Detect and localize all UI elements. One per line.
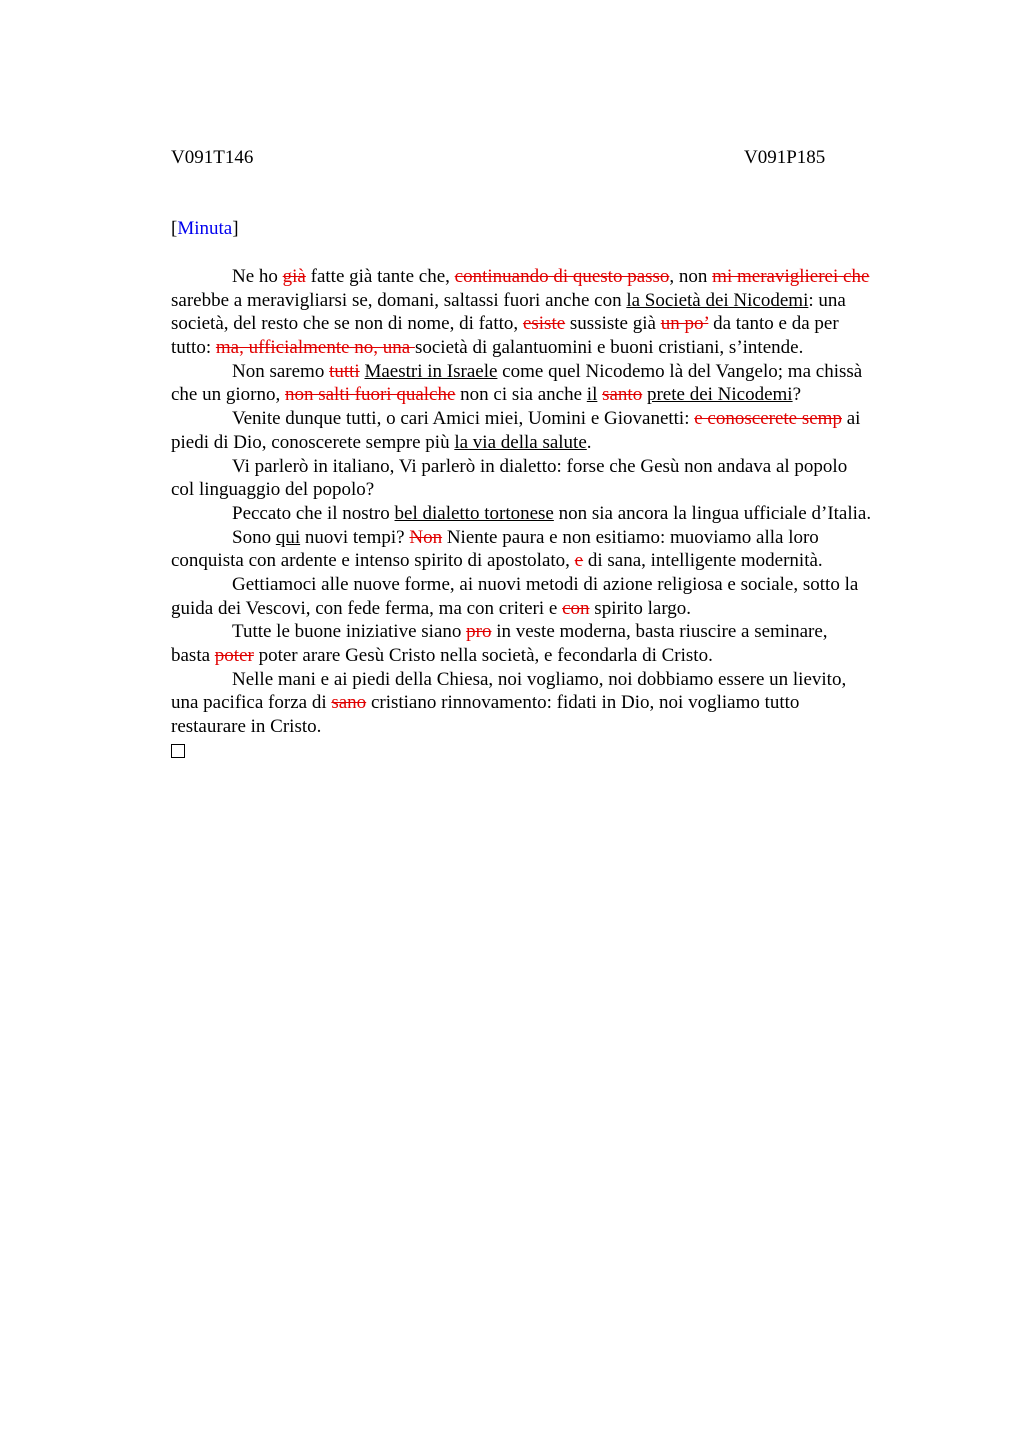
- underlined-text: qui: [275, 526, 301, 548]
- text-line: [171, 383, 941, 407]
- deleted-text: ma, ufficialmente no, una: [215, 337, 415, 359]
- text-segment: tutto:: [171, 337, 216, 359]
- deleted-text: tutti: [329, 360, 360, 382]
- text-segment: fatte già tante che,: [305, 266, 455, 287]
- text-segment: società, del resto che se non di nome, di fatto,: [171, 313, 523, 335]
- text-segment: sussiste già: [565, 313, 661, 335]
- text-line: [171, 573, 941, 597]
- text-segment: col linguaggio del popolo?: [171, 479, 375, 501]
- text-segment: Vi parlerò in italiano, Vi parlerò in dialetto: forse che Gesù non andava al popolo: [232, 455, 848, 477]
- document-code-left: V091T146: [171, 147, 254, 168]
- text-segment: basta: [171, 645, 215, 666]
- underlined-text: la Società dei Nicodemi: [626, 289, 809, 311]
- text-segment: come quel Nicodemo là del Vangelo; ma chissà: [497, 360, 863, 382]
- deleted-text: esiste: [522, 313, 566, 335]
- text-segment: sarebbe a meravigliarsi se, domani, saltassi fuori anche con: [171, 289, 627, 311]
- text-segment: restaurare in Cristo.: [171, 716, 322, 738]
- text-segment: ?: [792, 384, 802, 406]
- tag-close-bracket: ]: [232, 218, 239, 239]
- text-line: [171, 455, 941, 479]
- text-segment: Venite dunque tutti, o cari Amici miei, Uomini e Giovanetti:: [232, 408, 695, 430]
- deleted-text: già: [282, 266, 306, 287]
- text-segment: cristiano rinnovamento: fidati in Dio, noi vogliamo tutto: [366, 692, 800, 714]
- underlined-text: prete dei Nicodemi: [646, 384, 793, 406]
- text-segment: piedi di Dio, conoscerete sempre più: [171, 431, 455, 453]
- text-line: [171, 265, 941, 289]
- text-segment: Niente paura e non esitiamo: muoviamo alla loro: [442, 526, 819, 548]
- text-segment: Non saremo: [232, 360, 330, 382]
- text-segment: in veste moderna, basta riuscire a seminare,: [491, 621, 828, 643]
- text-segment: poter arare Gesù Cristo nella società, e fecondarla di Cristo.: [253, 645, 713, 666]
- deleted-text: e: [574, 550, 584, 572]
- text-line: [171, 526, 941, 550]
- deleted-text: e conoscerete semp: [694, 408, 842, 430]
- text-line: [171, 336, 941, 360]
- text-segment: ai: [841, 408, 861, 430]
- text-segment: non sia ancora la lingua ufficiale d’Italia.: [553, 502, 872, 524]
- text-segment: Tutte le buone iniziative siano: [232, 621, 467, 643]
- text-segment: Sono: [232, 526, 276, 548]
- text-line: [171, 620, 941, 644]
- text-segment: conquista con ardente e intenso spirito di apostolato,: [171, 550, 575, 572]
- text-segment: .: [586, 431, 592, 453]
- text-line: [171, 407, 941, 431]
- text-line: [171, 668, 941, 692]
- deleted-text: non salti fuori qualche: [284, 384, 456, 406]
- deleted-text: pro: [466, 621, 492, 643]
- text-line: [171, 360, 941, 384]
- text-line: [171, 289, 941, 313]
- text-segment: da tanto e da per: [708, 313, 839, 335]
- text-line: [171, 502, 941, 526]
- deleted-text: continuando di questo passo: [454, 266, 670, 287]
- text-segment: spirito largo.: [589, 597, 692, 619]
- document-type-tag: [171, 218, 239, 240]
- tag-open-bracket: [: [171, 218, 178, 239]
- deleted-text: poter: [214, 645, 254, 666]
- text-segment: , non: [669, 266, 713, 287]
- text-line: [171, 549, 941, 573]
- text-segment: guida dei Vescovi, con fede ferma, ma con criteri e: [171, 597, 563, 619]
- underlined-text: Maestri in Israele: [364, 360, 498, 382]
- text-line: [171, 431, 941, 455]
- underlined-text: la via della salute: [454, 431, 587, 453]
- tag-label: Minuta: [177, 218, 233, 239]
- end-marker-icon: [171, 744, 185, 758]
- document-code-right: V091P185: [744, 147, 826, 168]
- text-segment: che un giorno,: [171, 384, 285, 406]
- text-segment: non ci sia anche: [455, 384, 587, 406]
- text-segment: nuovi tempi?: [300, 526, 410, 548]
- underlined-text: il: [586, 384, 598, 406]
- text-line: [171, 691, 941, 715]
- deleted-text: sano: [331, 692, 367, 714]
- deleted-text: un po’: [660, 313, 709, 335]
- text-segment: di sana, intelligente modernità.: [583, 550, 823, 572]
- text-line: [171, 715, 941, 739]
- text-segment: Peccato che il nostro: [232, 502, 395, 524]
- text-line: [171, 644, 941, 668]
- text-line: [171, 478, 941, 502]
- text-segment: Nelle mani e ai piedi della Chiesa, noi vogliamo, noi dobbiamo essere un lievito,: [232, 668, 847, 690]
- deleted-text: santo: [602, 384, 643, 406]
- deleted-text: mi meraviglierei che: [712, 266, 870, 287]
- text-segment: Ne ho: [232, 266, 283, 287]
- deleted-text: con: [562, 597, 590, 619]
- text-line: [171, 312, 941, 336]
- text-segment: Gettiamoci alle nuove forme, ai nuovi metodi di azione religiosa e sociale, sotto la: [232, 573, 859, 595]
- text-segment: società di galantuomini e buoni cristiani, s’intende.: [414, 337, 804, 359]
- underlined-text: bel dialetto tortonese: [394, 502, 554, 524]
- body-text: [171, 265, 941, 758]
- text-line: [171, 597, 941, 621]
- text-segment: una pacifica forza di: [171, 692, 332, 714]
- text-segment: : una: [808, 289, 846, 311]
- deleted-text: Non: [409, 526, 443, 548]
